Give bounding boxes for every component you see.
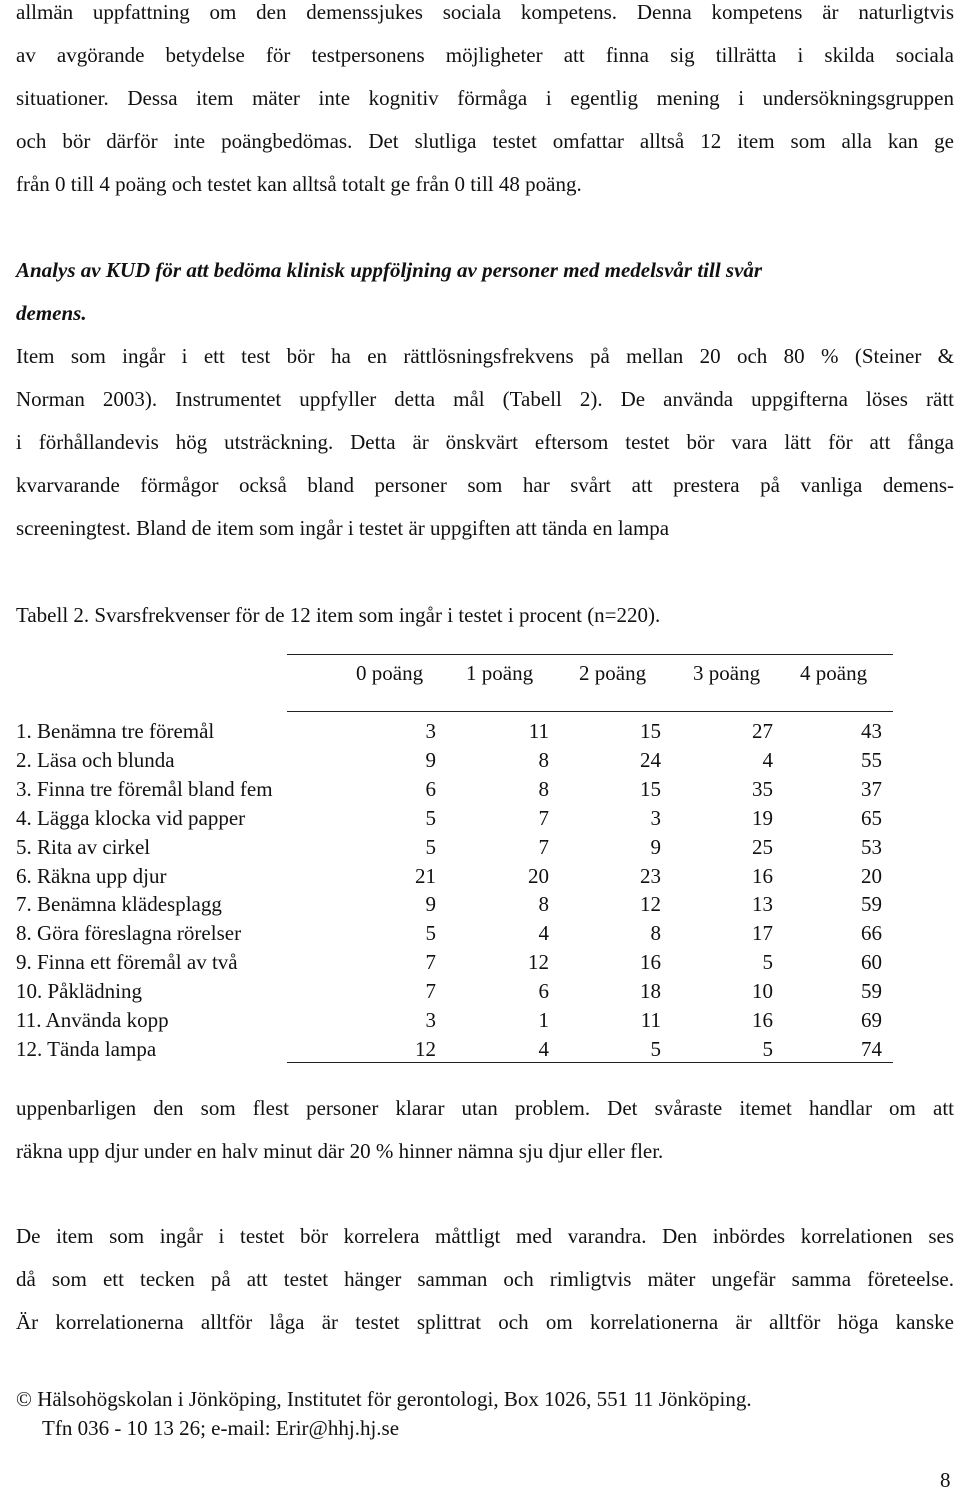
column-header-1-point: 1 poäng (466, 661, 534, 685)
table-cell: 10 (752, 979, 773, 1004)
table-cell: 16 (752, 1008, 773, 1032)
table-cell: 6 (538, 979, 549, 1004)
column-header-2-points: 2 poäng (579, 661, 647, 685)
table-cell: 3 (650, 805, 661, 830)
table-cell: 74 (861, 1036, 882, 1061)
paragraph-3-line-2: räkna upp djur under en halv minut där 20 % hinner nämna sju djur eller fler. (16, 1139, 664, 1163)
table-cell: 17 (752, 921, 773, 946)
table-row-label: 2. Läsa och blunda (16, 747, 175, 772)
table-header-rule (287, 711, 893, 712)
table-cell: 5 (425, 834, 436, 859)
table-cell: 13 (752, 892, 773, 917)
table-cell: 55 (861, 747, 882, 772)
paragraph-3-line-1: uppenbarligen den som flest personer klarar utan problem. Det svåraste itemet handlar om att (16, 1096, 954, 1120)
table-cell: 8 (538, 747, 549, 772)
table-row-label: 5. Rita av cirkel (16, 834, 151, 859)
paragraph-2-line-3: i förhållandevis hög utsträckning. Detta är önskvärt eftersom testet bör vara lätt för att fånga (16, 430, 954, 454)
table-cell: 20 (528, 863, 549, 888)
table-cell: 8 (538, 892, 549, 917)
table-cell: 5 (650, 1036, 661, 1061)
table-cell: 12 (640, 892, 661, 917)
table-cell: 1 (538, 1008, 549, 1032)
table-cell: 4 (538, 1036, 549, 1061)
table-cell: 5 (425, 805, 436, 830)
table-row-label: 4. Lägga klocka vid papper (16, 805, 246, 830)
table-cell: 12 (415, 1036, 436, 1061)
table-row-label: 1. Benämna tre föremål (16, 719, 215, 743)
table-cell: 15 (640, 719, 661, 743)
paragraph-2-line-4: kvarvarande förmågor också bland personer som har svårt att prestera på vanliga demens- (16, 473, 954, 497)
table-cell: 7 (538, 805, 549, 830)
table-cell: 7 (425, 950, 436, 975)
table-row-label: 10. Påklädning (16, 979, 142, 1004)
table-caption: Tabell 2. Svarsfrekvenser för de 12 item som ingår i testet i procent (n=220). (16, 603, 661, 627)
table-cell: 24 (640, 747, 661, 772)
footer-institution: © Hälsohögskolan i Jönköping, Institutet för gerontologi, Box 1026, 551 11 Jönköping. (16, 1387, 752, 1411)
paragraph-1-line-2: av avgörande betydelse för testpersonens möjligheter att finna sig tillrätta i skilda sociala (16, 43, 954, 67)
table-cell: 69 (861, 1008, 882, 1032)
page-number: 8 (940, 1468, 951, 1492)
section-heading-line-2: demens. (16, 301, 87, 325)
table-row-label: 6. Räkna upp djur (16, 863, 167, 888)
table-cell: 11 (640, 1008, 661, 1032)
paragraph-4-line-2: då som ett tecken på att testet hänger samman och rimligtvis mäter ungefär samma företeelse. (16, 1267, 954, 1291)
footer-contact: Tfn 036 - 10 13 26; e-mail: Erir@hhj.hj.se (42, 1416, 400, 1440)
paragraph-2-line-2: Norman 2003). Instrumentet uppfyller detta mål (Tabell 2). De använda uppgifterna löses rätt (16, 387, 954, 411)
table-row-label: 8. Göra föreslagna rörelser (16, 921, 242, 946)
table-cell: 8 (538, 776, 549, 801)
paragraph-1-line-5: från 0 till 4 poäng och testet kan alltså totalt ge från 0 till 48 poäng. (16, 172, 582, 196)
table-cell: 27 (752, 719, 773, 743)
table-cell: 21 (415, 863, 436, 888)
table-row-label: 3. Finna tre föremål bland fem (16, 776, 273, 801)
paragraph-1-line-3: situationer. Dessa item mäter inte kognitiv förmåga i egentlig mening i undersökningsgruppen (16, 86, 954, 110)
table-cell: 35 (752, 776, 773, 801)
table-cell: 4 (538, 921, 549, 946)
table-cell: 9 (650, 834, 661, 859)
table-cell: 7 (538, 834, 549, 859)
table-cell: 25 (752, 834, 773, 859)
table-row-label: 9. Finna ett föremål av två (16, 950, 238, 975)
table-cell: 15 (640, 776, 661, 801)
table-cell: 16 (640, 950, 661, 975)
table-cell: 9 (425, 892, 436, 917)
column-header-3-points: 3 poäng (693, 661, 761, 685)
table-cell: 16 (752, 863, 773, 888)
table-row-label: 7. Benämna klädesplagg (16, 892, 222, 917)
section-heading-line-1: Analys av KUD för att bedöma klinisk uppföljning av personer med medelsvår till svår (16, 258, 763, 282)
table-cell: 5 (762, 1036, 773, 1061)
table-bottom-rule (287, 1062, 893, 1063)
column-header-0-points: 0 poäng (356, 661, 424, 685)
paragraph-1-line-1: allmän uppfattning om den demenssjukes sociala kompetens. Denna kompetens är naturligtvis (16, 0, 954, 24)
table-cell: 65 (861, 805, 882, 830)
table-cell: 12 (528, 950, 549, 975)
table-cell: 5 (425, 921, 436, 946)
table-cell: 9 (425, 747, 436, 772)
table-cell: 60 (861, 950, 882, 975)
table-cell: 53 (861, 834, 882, 859)
table-cell: 5 (762, 950, 773, 975)
table-row-label: 12. Tända lampa (16, 1036, 157, 1061)
table-cell: 6 (425, 776, 436, 801)
table-cell: 43 (861, 719, 882, 743)
paragraph-4-line-1: De item som ingår i testet bör korrelera måttligt med varandra. Den inbördes korrelationen ses (16, 1224, 954, 1248)
paragraph-2-line-5: screeningtest. Bland de item som ingår i testet är uppgiften att tända en lampa (16, 516, 670, 540)
table-cell: 20 (861, 863, 882, 888)
table-cell: 7 (425, 979, 436, 1004)
paragraph-4-line-3: Är korrelationerna alltför låga är testet splittrat och om korrelationerna är alltför höga kanske (16, 1310, 954, 1334)
column-header-4-points: 4 poäng (800, 661, 868, 685)
table-cell: 59 (861, 979, 882, 1004)
table-cell: 59 (861, 892, 882, 917)
table-cell: 4 (762, 747, 773, 772)
table-cell: 19 (752, 805, 773, 830)
table-cell: 3 (425, 719, 436, 743)
paragraph-2-line-1: Item som ingår i ett test bör ha en rättlösningsfrekvens på mellan 20 och 80 % (Steiner & (16, 344, 954, 368)
table-cell: 11 (528, 719, 549, 743)
table-cell: 3 (425, 1008, 436, 1032)
table-row-label: 11. Använda kopp (16, 1008, 169, 1032)
table-cell: 18 (640, 979, 661, 1004)
paragraph-1-line-4: och bör därför inte poängbedömas. Det slutliga testet omfattar alltså 12 item som alla kan ge (16, 129, 954, 153)
table-cell: 37 (861, 776, 882, 801)
table-cell: 8 (650, 921, 661, 946)
table-cell: 66 (861, 921, 882, 946)
table-cell: 23 (640, 863, 661, 888)
table-top-rule (287, 654, 893, 655)
